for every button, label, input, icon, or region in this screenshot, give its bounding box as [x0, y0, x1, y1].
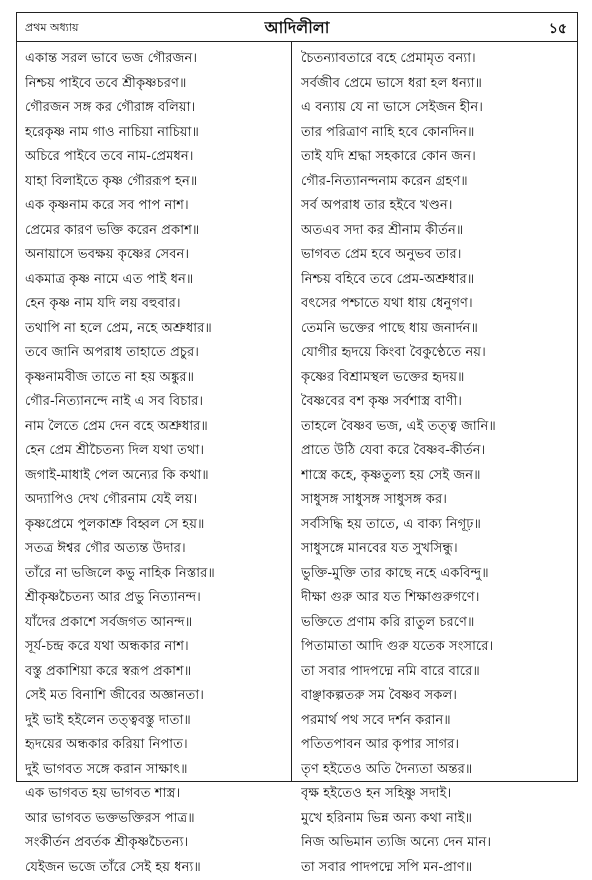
verse-line: সাধুসঙ্গ সাধুসঙ্গ সাধুসঙ্গ কর।: [301, 488, 555, 513]
verse-line: গৌর-নিত্যানন্দনাম করেন গ্রহণ॥: [301, 170, 555, 195]
verse-line: শাস্ত্রে কহে, কৃষ্ণতুল্য হয় সেই জন॥: [301, 464, 555, 489]
verse-line: যোগীর হৃদয়ে কিংবা বৈকুণ্ঠেতে নয়।: [301, 341, 555, 366]
verse-line: হেন কৃষ্ণ নাম যদি লয় বহুবার।: [25, 292, 279, 317]
verse-line: পরমার্থ পথ সবে দর্শন করান॥: [301, 709, 555, 734]
verse-line: ভুক্তি-মুক্তি তার কাছে নহে একবিন্দু॥: [301, 562, 555, 587]
verse-line: তবে জানি অপরাধ তাহাতে প্রচুর।: [25, 341, 279, 366]
page-number: ১৫: [549, 17, 567, 41]
verse-line: সাধুসঙ্গে মানবের যত সুখসিন্ধু।: [301, 537, 555, 562]
verse-line: হেন প্রেম শ্রীচৈতন্য দিল যথা তথা।: [25, 439, 279, 464]
verse-line: একমাত্র কৃষ্ণ নামে এত পাই ধন॥: [25, 268, 279, 293]
verse-line: তার পরিত্রাণ নাহি হবে কোনদিন॥: [301, 121, 555, 146]
verse-line: তাঁরে না ভজিলে কভু নাহিক নিস্তার॥: [25, 562, 279, 587]
verse-line: তা সবার পাদপদ্মে নমি বারে বারে॥: [301, 660, 555, 685]
verse-line: কৃষ্ণের বিশ্রামস্থল ভক্তের হৃদয়॥: [301, 366, 555, 391]
verse-line: যাহা বিলাইতে কৃষ্ণ গৌররূপ হন॥: [25, 170, 279, 195]
verse-line: আর ভাগবত ভক্তভক্তিরস পাত্র॥: [25, 807, 279, 832]
column-divider: [291, 41, 292, 781]
verse-line: ভাগবত প্রেম হবে অনুভব তার।: [301, 243, 555, 268]
page-frame: [16, 12, 578, 782]
verse-line: গৌর-নিত্যানন্দে নাই এ সব বিচার।: [25, 390, 279, 415]
verse-line: সর্বজীব প্রেমে ভাসে ধরা হল ধন্যা॥: [301, 72, 555, 97]
verse-line: যাঁদের প্রকাশে সর্বজগত আনন্দ॥: [25, 611, 279, 636]
verse-line: জগাই-মাধাই পেল অন্যের কি কথা॥: [25, 464, 279, 489]
verse-line: তাই যদি শ্রদ্ধা সহকারে কোন জন।: [301, 145, 555, 170]
verse-line: সর্বসিদ্ধি হয় তাতে, এ বাক্য নিগূঢ়॥: [301, 513, 555, 538]
verse-line: ভক্তিতে প্রণাম করি রাতুল চরণে॥: [301, 611, 555, 636]
verse-line: এ বন্যায় যে না ভাসে সেইজন হীন।: [301, 96, 555, 121]
page-header: [17, 13, 577, 42]
verse-line: অনায়াসে ভবক্ষয় কৃষ্ণের সেবন।: [25, 243, 279, 268]
verse-line: কৃষ্ণনামবীজ তাতে না হয় অঙ্কুর॥: [25, 366, 279, 391]
verse-line: প্রাতে উঠি যেবা করে বৈষ্ণব-কীর্তন।: [301, 439, 555, 464]
chapter-label: প্রথম অধ্যায়: [25, 19, 79, 38]
verse-line: হৃদয়ের অন্ধকার করিয়া নিপাত।: [25, 733, 279, 758]
left-column: [25, 47, 279, 880]
verse-line: বস্তু প্রকাশিয়া করে স্বরূপ প্রকাশ॥: [25, 660, 279, 685]
verse-line: তাহলে বৈষ্ণব ভজ, এই তত্ত্ব জানি॥: [301, 415, 555, 440]
verse-line: বৃক্ষ হইতেও হন সহিষ্ণু সদাই।: [301, 782, 555, 807]
verse-line: পিতামাতা আদি গুরু যতেক সংসারে।: [301, 635, 555, 660]
verse-line: অদ্যাপিও দেখ গৌরনাম যেই লয়।: [25, 488, 279, 513]
right-column: [301, 47, 555, 880]
verse-line: সংকীর্তন প্রবর্তক শ্রীকৃষ্ণচৈতন্য।: [25, 831, 279, 856]
verse-line: এক ভাগবত হয় ভাগবত শাস্ত্র।: [25, 782, 279, 807]
verse-line: তথাপি না হলে প্রেম, নহে অশ্রুধার॥: [25, 317, 279, 342]
verse-line: চৈতন্যাবতারে বহে প্রেমামৃত বন্যা।: [301, 47, 555, 72]
verse-line: একান্ত সরল ভাবে ভজ গৌরজন।: [25, 47, 279, 72]
verse-line: এক কৃষ্ণনাম করে সব পাপ নাশ।: [25, 194, 279, 219]
verse-line: দীক্ষা গুরু আর যত শিক্ষাগুরুগণে।: [301, 586, 555, 611]
page-title: আদিলীলা: [265, 15, 330, 42]
verse-line: অচিরে পাইবে তবে নাম-প্রেমধন।: [25, 145, 279, 170]
verse-line: সর্ব অপরাধ তার হইবে খণ্ডন।: [301, 194, 555, 219]
verse-line: তৃণ হইতেও অতি দৈন্যতা অন্তর॥: [301, 758, 555, 783]
verse-line: বাঞ্ছাকল্পতরু সম বৈষ্ণব সকল।: [301, 684, 555, 709]
verse-line: নাম লৈতে প্রেম দেন বহে অশ্রুধার॥: [25, 415, 279, 440]
verse-line: সেই মত বিনাশি জীবের অজ্ঞানতা।: [25, 684, 279, 709]
verse-line: হরেকৃষ্ণ নাম গাও নাচিয়া নাচিয়া॥: [25, 121, 279, 146]
verse-line: দুই ভাগবত সঙ্গে করান সাক্ষাৎ॥: [25, 758, 279, 783]
verse-line: তেমনি ভক্তের পাছে ধায় জনার্দন॥: [301, 317, 555, 342]
verse-line: গৌরজন সঙ্গ কর গৌরাঙ্গ বলিয়া।: [25, 96, 279, 121]
verse-line: নিশ্চয় বহিবে তবে প্রেম-অশ্রুধার॥: [301, 268, 555, 293]
verse-line: কৃষ্ণপ্রেমে পুলকাশ্রু বিহ্বল সে হয়॥: [25, 513, 279, 538]
verse-line: বৎসের পশ্চাতে যথা ধায় ধেনুগণ।: [301, 292, 555, 317]
verse-line: পতিতপাবন আর কৃপার সাগর।: [301, 733, 555, 758]
verse-line: যেইজন ভজে তাঁরে সেই হয় ধন্য॥: [25, 856, 279, 880]
verse-line: দুই ভাই হইলেন তত্ত্ববস্তু দাতা॥: [25, 709, 279, 734]
verse-line: অতএব সদা কর শ্রীনাম কীর্তন॥: [301, 219, 555, 244]
verse-line: তা সবার পাদপদ্মে সপি মন-প্রাণ॥: [301, 856, 555, 880]
verse-line: সূর্য-চন্দ্র করে যথা অন্ধকার নাশ।: [25, 635, 279, 660]
verse-line: নিজ অভিমান ত্যজি অন্যে দেন মান।: [301, 831, 555, 856]
verse-line: প্রেমের কারণ ভক্তি করেন প্রকাশ॥: [25, 219, 279, 244]
verse-line: বৈষ্ণবের বশ কৃষ্ণ সর্বশাস্ত্র বাণী।: [301, 390, 555, 415]
verse-line: মুখে হরিনাম ভিন্ন অন্য কথা নাই॥: [301, 807, 555, 832]
verse-line: নিশ্চয় পাইবে তবে শ্রীকৃষ্ণচরণ॥: [25, 72, 279, 97]
verse-line: সতত্র ঈশ্বর গৌর অত্যন্ত উদার।: [25, 537, 279, 562]
verse-line: শ্রীকৃষ্ণচৈতন্য আর প্রভু নিত্যানন্দ।: [25, 586, 279, 611]
